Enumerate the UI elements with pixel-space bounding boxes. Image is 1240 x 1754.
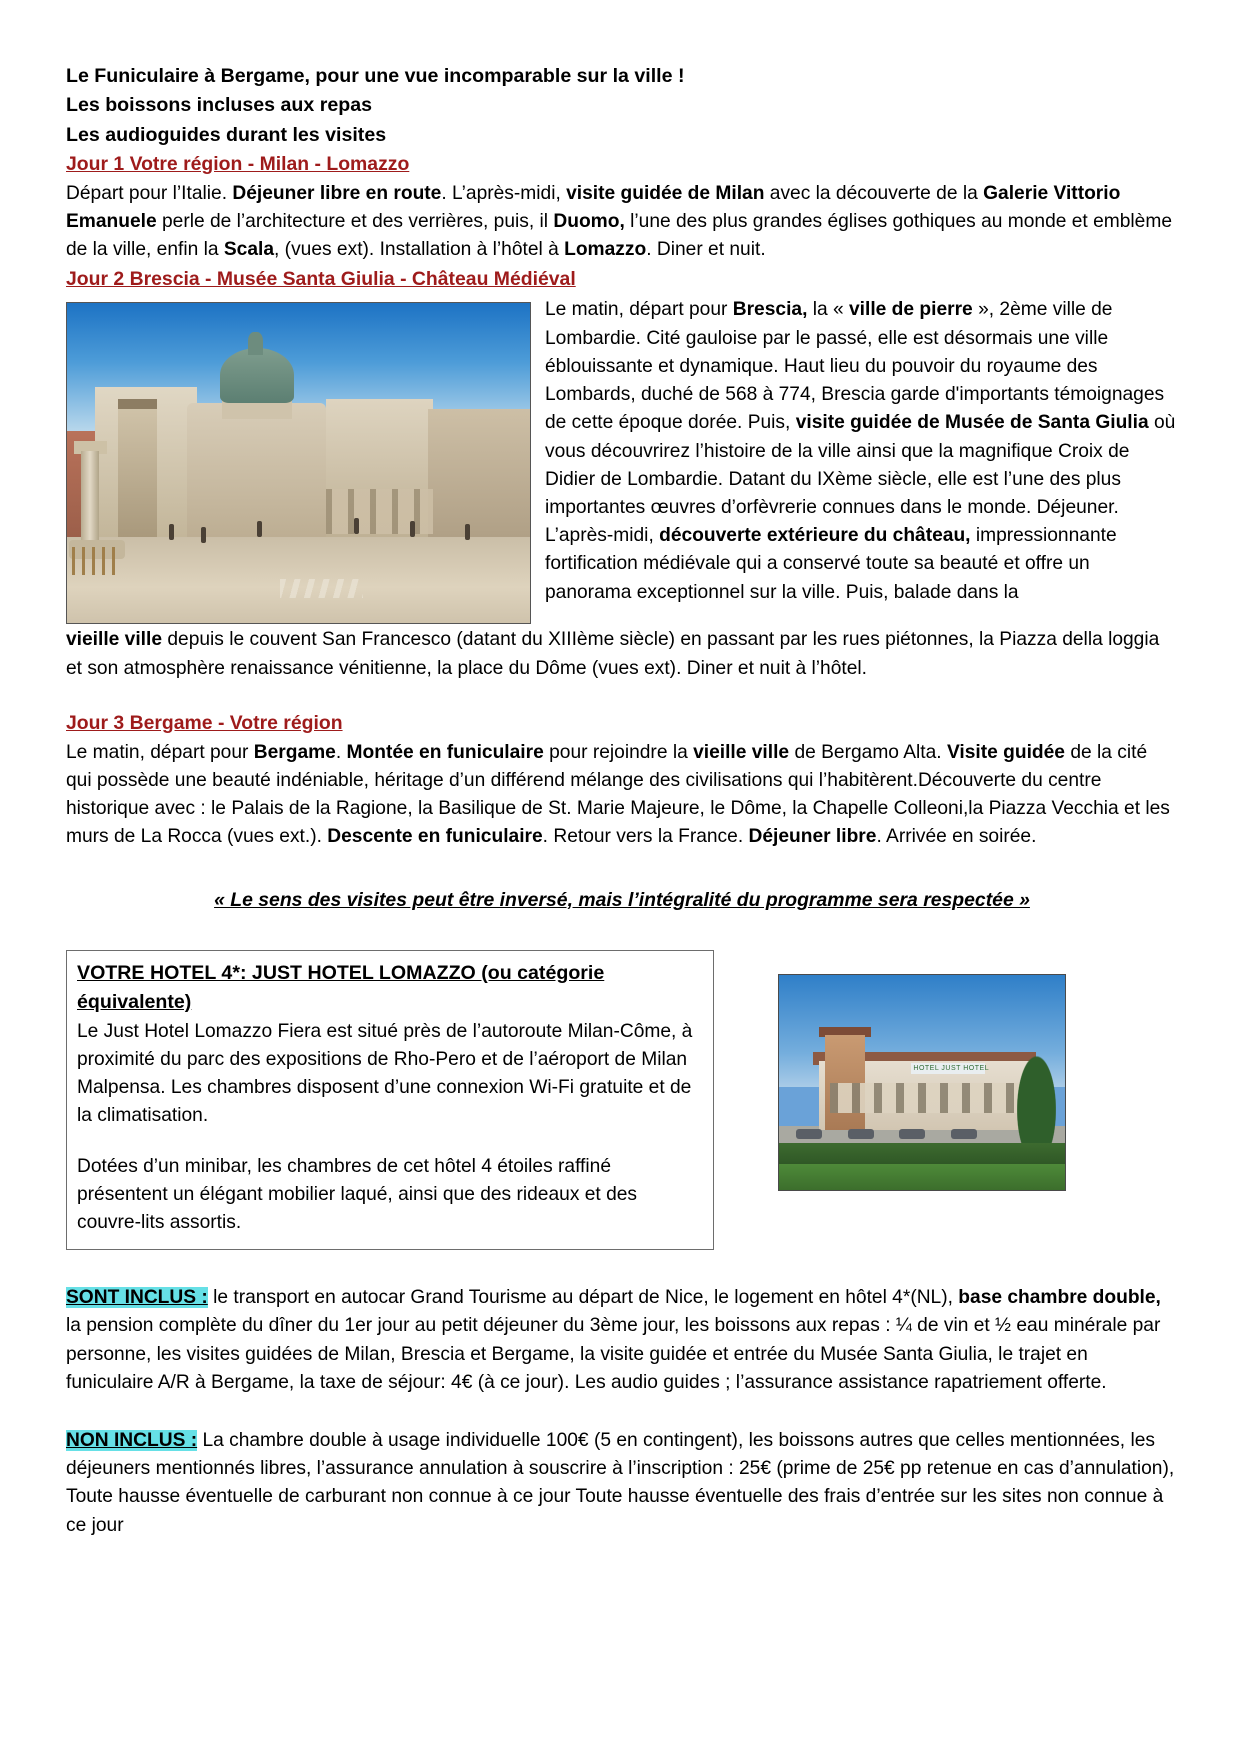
included-label: SONT INCLUS :	[66, 1287, 208, 1309]
hotel-photo-lawn	[779, 1164, 1065, 1190]
photo-pedestrian	[410, 521, 415, 537]
day3-heading: Jour 3 Bergame - Votre région	[66, 711, 343, 734]
highlight-line-2: Les boissons incluses aux repas	[66, 94, 373, 117]
highlight-line-1: Le Funiculaire à Bergame, pour une vue incomparable sur la ville !	[66, 65, 685, 87]
highlight-line-3: Les audioguides durant les visites	[66, 123, 387, 146]
day1-paragraph: Départ pour l’Italie. Déjeuner libre en route. L’après-midi, visite guidée de Milan avec la découverte de la Galerie Vittorio Emanuele perle de l’architecture et des verrières, puis, il Duomo, l’une des plus grandes églises gothiques au monde et emblème de la ville, enfin la Scala, (vues ext). Installation à l’hôtel à Lomazzo. Diner et nuit.	[66, 182, 1172, 261]
spacer	[66, 1397, 1178, 1427]
hotel-photo-car	[796, 1129, 822, 1139]
spacer	[66, 683, 1178, 709]
photo-pedestrian	[465, 524, 470, 540]
not-included-text: La chambre double à usage individuelle 100€ (5 en contingent), les boissons autres que celles mentionnées, les déjeuners mentionnés libres, l’assurance annulation à souscrire à l’inscription : 25€ (prime de 25€ pp retenue en cas d’annulation), Toute hausse éventuelle de carburant non connue à ce jour Toute hausse éventuelle des frais d’entrée sur les sites non connue à ce jour	[66, 1430, 1175, 1536]
day2-heading-row	[66, 265, 1178, 295]
hotel-info-box	[66, 950, 714, 1250]
day1-heading: Jour 1 Votre région - Milan - Lomazzo	[66, 153, 410, 176]
photo-green-cupola	[220, 348, 294, 402]
document-body	[66, 62, 1178, 1540]
hotel-photo	[778, 974, 1066, 1191]
photo-pedestrian	[201, 527, 206, 543]
hotel-paragraph-2: Dotées d’un minibar, les chambres de cet hôtel 4 étoiles raffiné présentent un élégant mobilier laqué, ainsi que des rideaux et des couvre-lits assortis.	[77, 1155, 638, 1233]
not-included-section	[66, 1427, 1178, 1540]
hotel-photo-tree	[1014, 1048, 1060, 1151]
not-included-paragraph	[66, 1427, 1178, 1540]
photo-cafe-chairs	[72, 547, 118, 576]
day1-heading-row	[66, 150, 1178, 180]
hotel-photo-car	[899, 1129, 925, 1139]
included-section	[66, 1284, 1178, 1397]
day2-paragraph-tail: vieille ville depuis le couvent San Francesco (datant du XIIIème siècle) en passant par les rues piétonnes, la Piazza della loggia et son atmosphère renaissance vénitienne, la place du Dôme (vues ext). Diner et nuit à l’hôtel.	[66, 629, 1160, 679]
photo-pedestrian	[257, 521, 262, 537]
hotel-paragraph-1: Le Just Hotel Lomazzo Fiera est situé près de l’autoroute Milan-Côme, à proximité du parc des expositions de Rho-Pero et de l’aéroport de Milan Malpensa. Les chambres disposent d’une connexion Wi-Fi gratuite et de la climatisation.	[77, 1020, 693, 1127]
photo-rotonda-body	[187, 403, 326, 537]
brescia-photo	[66, 302, 531, 624]
photo-pedestrian	[169, 524, 174, 540]
photo-column	[81, 451, 100, 547]
hotel-photo-windows	[830, 1083, 1019, 1113]
not-included-label: NON INCLUS :	[66, 1430, 198, 1452]
program-note: « Le sens des visites peut être inversé, mais l’intégralité du programme sera respectée »	[214, 888, 1030, 911]
hotel-photo-car	[951, 1129, 977, 1139]
included-paragraph	[66, 1284, 1178, 1397]
day3-heading-row	[66, 709, 1178, 739]
photo-arcade	[326, 489, 432, 534]
hotel-section	[66, 950, 1178, 1250]
hotel-photo-sign-text: HOTEL JUST HOTEL	[913, 1065, 990, 1073]
spacer	[77, 1131, 701, 1153]
day2-block	[66, 296, 1178, 682]
hotel-title: VOTRE HOTEL 4*: JUST HOTEL LOMAZZO (ou catégorie équivalente)	[77, 962, 605, 1013]
photo-far-right-building	[428, 409, 530, 537]
day2-heading: Jour 2 Brescia - Musée Santa Giulia - Château Médiéval	[66, 267, 576, 290]
photo-pedestrian	[354, 518, 359, 534]
included-text: le transport en autocar Grand Tourisme au départ de Nice, le logement en hôtel 4*(NL), base chambre double, la pension complète du dîner du 1er jour au petit déjeuner du 3ème jour, les boissons aux repas : ¼ de vin et ½ eau minérale par personne, les visites guidées de Milan, Brescia et Bergame, la visite guidée et entrée du Musée Santa Giulia, le trajet en funiculaire A/R à Bergame, la taxe de séjour: 4€ (à ce jour). Les audio guides ; l’assurance assistance rapatriement offerte.	[66, 1287, 1161, 1393]
photo-campanile	[118, 409, 157, 537]
hotel-photo-car	[848, 1129, 874, 1139]
day3-paragraph: Le matin, départ pour Bergame. Montée en funiculaire pour rejoindre la vieille ville de Bergamo Alta. Visite guidée de la cité qui possède une beauté indéniable, héritage d’un différend mélange des civilisations qui l’habitèrent.Découverte du centre historique avec : le Palais de la Ragione, la Basilique de St. Marie Majeure, le Dôme, la Chapelle Colleoni,la Piazza Vecchia et les murs de La Rocca (vues ext.). Descente en funiculaire. Retour vers la France. Déjeuner libre. Arrivée en soirée.	[66, 741, 1170, 848]
photo-crosswalk	[280, 579, 363, 598]
photo-lantern	[248, 332, 263, 354]
day2-paragraph: Le matin, départ pour Brescia, la « ville de pierre », 2ème ville de Lombardie. Cité gauloise par le passé, elle est désormais une ville éblouissante et dynamique. Haut lieu du pouvoir du royaume des Lombards, duché de 568 à 774, Brescia garde d'importants témoignages de cette époque dorée. Puis, visite guidée de Musée de Santa Giulia où vous découvrirez l’histoire de la ville ainsi que la magnifique Croix de Didier de Lombardie. Datant du IXème siècle, elle est l’une des plus importantes œuvres d’orfèvrerie connues dans le monde. Déjeuner. L’après-midi, découverte extérieure du château, impressionnante fortification médiévale qui a conservé toute sa beauté et offre un panorama exceptionnel sur la ville. Puis, balade dans la	[545, 299, 1176, 603]
